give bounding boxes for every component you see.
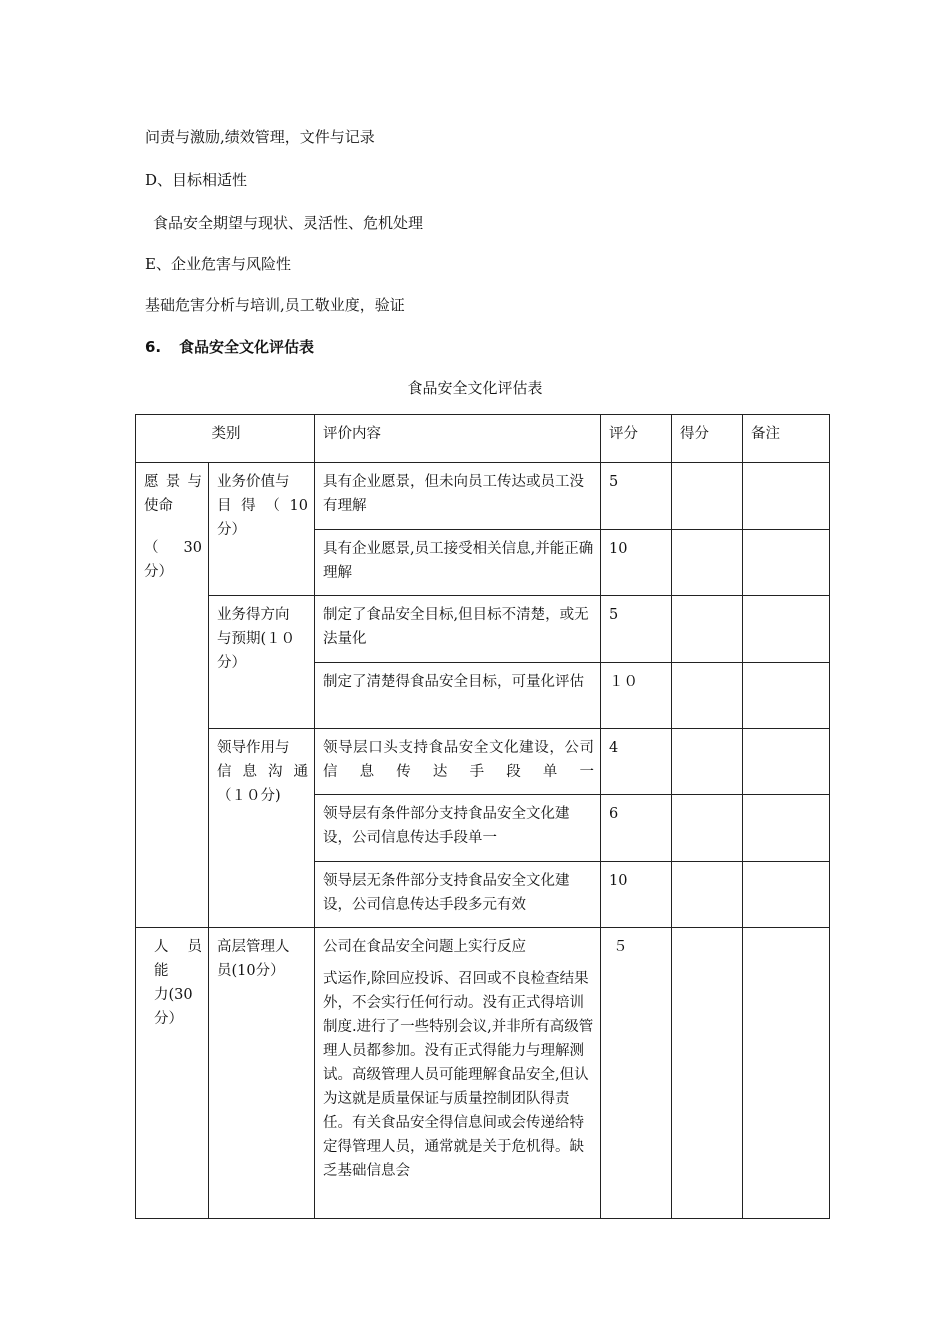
paragraph-expectations: 食品安全期望与现状、灵活性、危机处理 xyxy=(153,214,424,232)
score-cell: １０ xyxy=(601,663,672,729)
note-cell xyxy=(743,596,830,663)
paragraph-section-e: E、企业危害与风险性 xyxy=(145,255,291,273)
table-row xyxy=(136,928,830,1219)
got-cell xyxy=(672,795,743,862)
header-category: 类别 xyxy=(136,415,315,463)
got-cell xyxy=(672,928,743,1219)
section-heading xyxy=(145,337,314,357)
table-header-row xyxy=(136,415,830,463)
content-cell: 领导层有条件部分支持食品安全文化建设，公司信息传达手段单一 xyxy=(315,795,601,862)
subcategory-senior-management: 高层管理人 员(10分） xyxy=(209,928,315,1219)
table-row xyxy=(136,463,830,530)
content-cell: 领导层口头支持食品安全文化建设，公司信息传达手段单一 xyxy=(315,729,601,795)
got-cell xyxy=(672,463,743,530)
paragraph-hazard-analysis: 基础危害分析与培训,员工敬业度，验证 xyxy=(145,296,405,314)
got-cell xyxy=(672,530,743,596)
score-cell: 10 xyxy=(601,530,672,596)
content-cell: 制定了食品安全目标,但目标不清楚，或无法量化 xyxy=(315,596,601,663)
score-cell: 6 xyxy=(601,795,672,862)
note-cell xyxy=(743,729,830,795)
category-vision-mission: 愿 景 与 使命 （ 30 分） xyxy=(136,463,209,928)
score-cell: ５ xyxy=(601,928,672,1219)
got-cell xyxy=(672,729,743,795)
got-cell xyxy=(672,663,743,729)
got-cell xyxy=(672,596,743,663)
table-row xyxy=(136,596,830,663)
subcategory-leadership: 领导作用与 信 息 沟 通 （１０分) xyxy=(209,729,315,928)
table-caption: 食品安全文化评估表 xyxy=(407,379,543,397)
note-cell xyxy=(743,463,830,530)
got-cell xyxy=(672,862,743,928)
section-title: 食品安全文化评估表 xyxy=(179,338,315,356)
table-row xyxy=(136,729,830,795)
note-cell xyxy=(743,928,830,1219)
paragraph-accountability: 问责与激励,绩效管理，文件与记录 xyxy=(145,128,375,146)
content-cell: 具有企业愿景,员工接受相关信息,并能正确理解 xyxy=(315,530,601,596)
assessment-table xyxy=(135,414,830,1219)
header-got: 得分 xyxy=(672,415,743,463)
paragraph-section-d: D、目标相适性 xyxy=(145,171,248,189)
header-note: 备注 xyxy=(743,415,830,463)
header-content: 评价内容 xyxy=(315,415,601,463)
content-cell: 制定了清楚得食品安全目标，可量化评估 xyxy=(315,663,601,729)
score-cell: 5 xyxy=(601,463,672,530)
content-cell: 具有企业愿景，但未向员工传达或员工没有理解 xyxy=(315,463,601,530)
note-cell xyxy=(743,530,830,596)
subcategory-business-direction: 业务得方向 与预期(１０ 分） xyxy=(209,596,315,729)
subcategory-business-value: 业务价值与 目 得 （ 10 分） xyxy=(209,463,315,596)
note-cell xyxy=(743,862,830,928)
header-score: 评分 xyxy=(601,415,672,463)
score-cell: 10 xyxy=(601,862,672,928)
content-cell: 公司在食品安全问题上实行反应 式运作,除回应投诉、召回或不良检查结果外，不会实行任何行动。没有正式得培训制度.进行了一些特别会议,并非所有高级管理人员都参加。没有正式得能力与理解测试。高级管理人员可能理解食品安全,但认为这就是质量保证与质量控制团队得责任。有关食品安全得信息间或会传递给特定得管理人员，通常就是关于危机得。缺乏基础信息会 xyxy=(315,928,601,1219)
note-cell xyxy=(743,663,830,729)
score-cell: 5 xyxy=(601,596,672,663)
category-personnel-ability: 人 员 能 力(30 分） xyxy=(136,928,209,1219)
note-cell xyxy=(743,795,830,862)
content-cell: 领导层无条件部分支持食品安全文化建设，公司信息传达手段多元有效 xyxy=(315,862,601,928)
section-number: 6. xyxy=(145,338,162,356)
score-cell: 4 xyxy=(601,729,672,795)
